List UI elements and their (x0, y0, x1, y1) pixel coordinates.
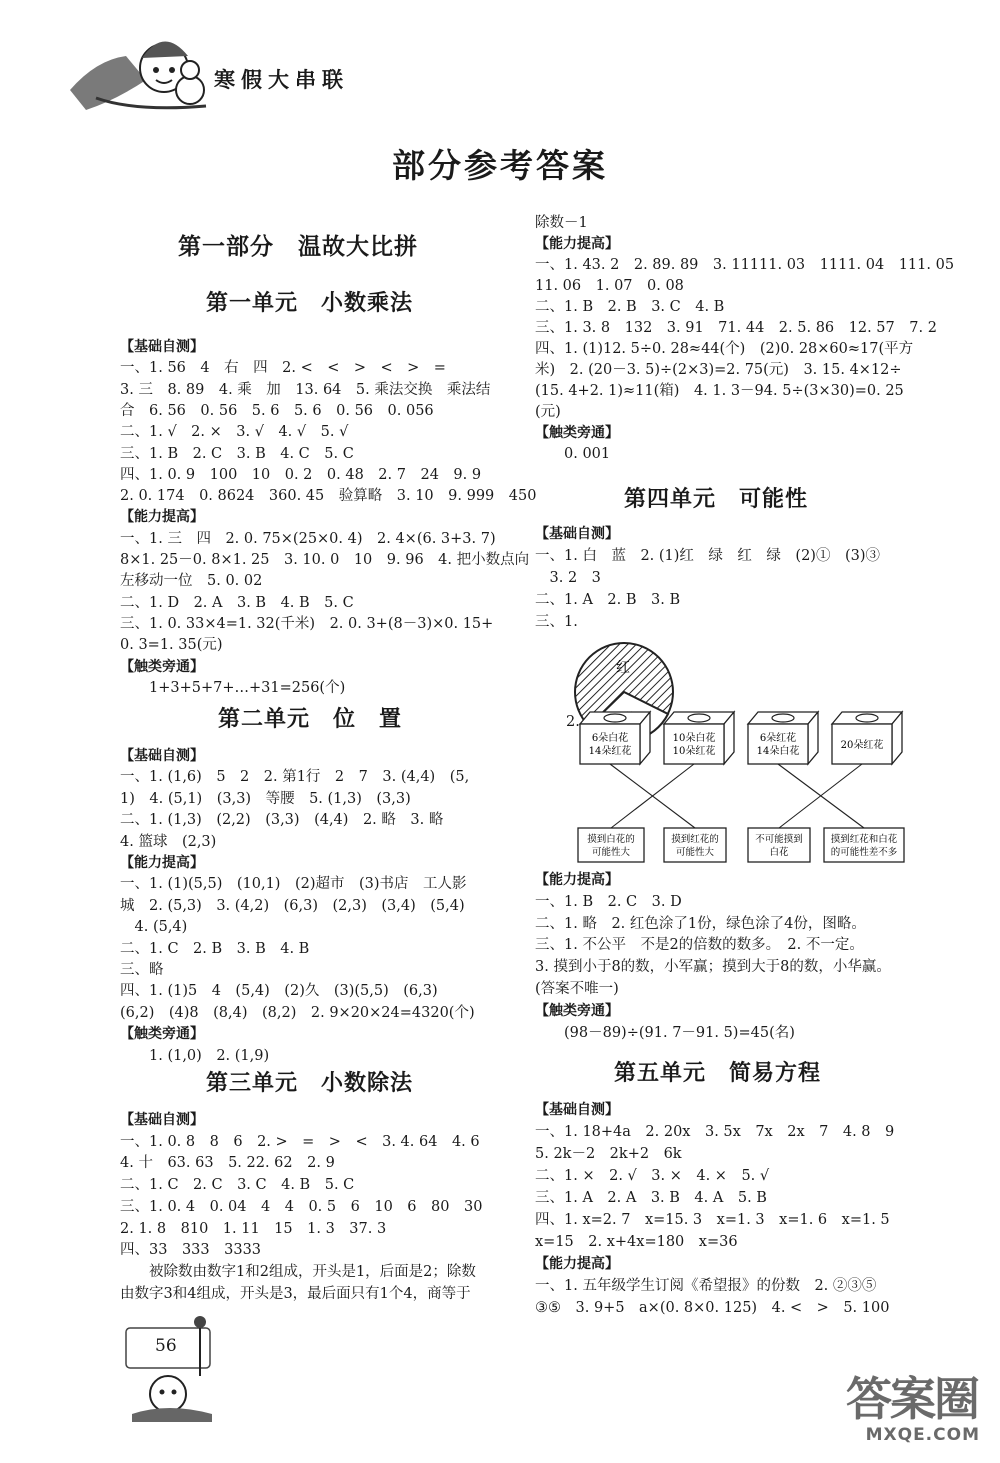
header-illustration (66, 20, 216, 112)
unit5-line: 一、1. 18+4a 2. 20x 3. 5x 7x 2x 7 4. 8 9 (535, 1124, 895, 1140)
unit4-line: 三、1. (535, 614, 578, 630)
unit5-line: 5. 2k－2 2k+2 6k (535, 1146, 682, 1162)
flower-box (664, 712, 734, 764)
unit5-line: ③⑤ 3. 9+5 a×(0. 8×0. 125) 4. < > 5. 100 (535, 1300, 890, 1316)
box-label: 10朵红花 (672, 746, 716, 757)
answer-label: 摸到红花的 (671, 834, 719, 845)
unit5-title: 第五单元 简易方程 (614, 1060, 822, 1086)
unit1-line: 二、1. D 2. A 3. B 4. B 5. C (120, 594, 354, 611)
unit4-line: 【能力提高】 (535, 872, 619, 888)
unit2-line: 二、1. (1,3) (2,2) (3,3) (4,4) 2. 略 3. 略 (120, 812, 444, 829)
answer-label: 的可能性差不多 (830, 847, 898, 858)
unit1-line: 三、1. 0. 33×4=1. 32(千米) 2. 0. 3+(8－3)×0. 15+ (120, 615, 494, 632)
unit2-line: 1) 4. (5,1) (3,3) 等腰 5. (1,3) (3,3) (120, 790, 411, 807)
unit1-line: 左移动一位 5. 0. 02 (120, 573, 263, 590)
unit3-cont-line: 【触类旁通】 (535, 425, 619, 441)
unit1-line: 0. 3=1. 35(元) (120, 637, 223, 654)
box-label: 6朵红花 (759, 733, 797, 744)
unit2-line: 4. (5,4) (120, 919, 188, 936)
unit4-line: 三、1. 不公平 不是2的倍数的数多。 2. 不一定。 (535, 937, 864, 954)
unit4-line: 【基础自测】 (535, 526, 619, 542)
matching-diagram (576, 708, 906, 868)
unit3-cont-line: 除数－1 (535, 215, 588, 231)
box-label: 14朵白花 (756, 746, 800, 757)
answer-label: 摸到红花和白花 (830, 834, 898, 845)
unit1-line: 2. 0. 174 0. 8624 360. 45 验算略 3. 10 9. 999 450 (120, 488, 537, 505)
box-label: 6朵白花 (591, 733, 629, 744)
answer-box (748, 828, 810, 862)
flower-box (832, 712, 902, 764)
unit1-line: 1+3+5+7+…+31=256(个) (120, 679, 346, 696)
unit1-line: 【触类旁通】 (120, 658, 204, 675)
unit3-line: 四、33 333 3333 (120, 1242, 262, 1259)
unit1-title: 第一单元 小数乘法 (206, 290, 414, 316)
unit4-line: 3. 2 3 (535, 570, 601, 586)
unit2-line: 【基础自测】 (120, 748, 204, 764)
unit4-title: 第四单元 可能性 (624, 486, 809, 512)
unit4-line: 【触类旁通】 (535, 1002, 619, 1019)
flower-box (580, 712, 650, 764)
unit1-line: 一、1. 56 4 右 四 2. < < > < > = (120, 360, 446, 377)
box-label: 10朵白花 (672, 733, 716, 744)
unit3-line: 由数字3和4组成，开头是3，最后面只有1个4，商等于 (120, 1285, 471, 1302)
unit4-line: 二、1. A 2. B 3. B (535, 592, 681, 608)
unit3-cont-line: 一、1. 43. 2 2. 89. 89 3. 11111. 03 1111. 04 111. 05 (535, 257, 955, 273)
unit1-line: 8×1. 25－0. 8×1. 25 3. 10. 0 10 9. 96 4. 把小数点向 (120, 552, 530, 568)
answer-box (824, 828, 904, 862)
part-title: 第一部分 温故大比拼 (178, 233, 418, 260)
unit2-line: 三、略 (120, 962, 164, 978)
unit3-cont-line: 11. 06 1. 07 0. 08 (535, 278, 684, 294)
unit1-line: 【能力提高】 (120, 509, 204, 526)
unit3-cont-line: 三、1. 3. 8 132 3. 91 71. 44 2. 5. 86 12. 57 7. 2 (535, 320, 937, 336)
unit2-line: 【能力提高】 (120, 855, 204, 871)
unit2-line: 城 2. (5,3) 3. (4,2) (6,3) (2,3) (3,4) (5,4) (120, 897, 465, 914)
unit2-title: 第二单元 位 置 (218, 706, 403, 732)
unit1-line: 【基础自测】 (120, 339, 204, 355)
answer-label: 可能性大 (591, 847, 631, 858)
answer-label: 可能性大 (675, 847, 715, 858)
unit4-line: 3. 摸到小于8的数，小军赢；摸到大于8的数，小华赢。 (535, 959, 891, 976)
watermark-main: 答案圈 (846, 1372, 978, 1426)
unit3-cont-line: 【能力提高】 (535, 236, 619, 252)
unit3-line: 2. 1. 8 810 1. 11 15 1. 3 37. 3 (120, 1220, 387, 1237)
header-brand: 寒假大串联 (214, 67, 349, 92)
unit3-line: 【基础自测】 (120, 1112, 204, 1128)
unit5-line: 【能力提高】 (535, 1256, 619, 1272)
answer-label: 不可能摸到 (755, 834, 803, 845)
watermark-url: MXQE.COM (865, 1425, 980, 1445)
unit4-line: 一、1. 白 蓝 2. (1)红 绿 红 绿 (2)① (3)③ (535, 548, 881, 564)
footer-mascot (122, 1314, 222, 1424)
unit5-line: 二、1. × 2. √ 3. × 4. × 5. √ (535, 1168, 770, 1184)
unit4-line: (98－89)÷(91. 7－91. 5)=45(名) (535, 1024, 795, 1041)
watermark (796, 1363, 986, 1459)
unit3-line: 二、1. C 2. C 3. C 4. B 5. C (120, 1177, 355, 1194)
flower-box (748, 712, 818, 764)
box-label: 14朵红花 (588, 746, 632, 757)
unit3-cont-line: (元) (535, 404, 561, 420)
answer-label: 摸到白花的 (587, 834, 635, 845)
unit1-line: 合 6. 56 0. 56 5. 6 5. 6 0. 56 0. 056 (120, 402, 434, 419)
unit5-line: x=15 2. x+4x=180 x=36 (535, 1234, 738, 1250)
unit3-line: 三、1. 0. 4 0. 04 4 4 0. 5 6 10 6 80 30 (120, 1198, 483, 1215)
unit2-line: 一、1. (1)(5,5) (10,1) (2)超市 (3)书店 工人影 (120, 876, 467, 893)
unit1-line: 一、1. 三 四 2. 0. 75×(25×0. 4) 2. 4×(6. 3+3. 7) (120, 530, 496, 547)
unit2-line: 一、1. (1,6) 5 2 2. 第1行 2 7 3. (4,4) (5, (120, 769, 470, 786)
answer-box (664, 828, 726, 862)
unit2-line: (6,2) (4)8 (8,4) (8,2) 2. 9×20×24=4320(个) (120, 1004, 475, 1021)
unit3-line: 一、1. 0. 8 8 6 2. > = > < 3. 4. 64 4. 6 (120, 1133, 480, 1150)
unit2-line: 【触类旁通】 (120, 1026, 204, 1043)
unit1-line: 3. 三 8. 89 4. 乘 加 13. 64 5. 乘法交换 乘法结 (120, 381, 491, 398)
unit3-cont-line: 四、1. (1)12. 5÷0. 28≈44(个) (2)0. 28×60≈17(平方 (535, 341, 914, 357)
unit4-line: 一、1. B 2. C 3. D (535, 893, 682, 910)
unit2-line: 1. (1,0) 2. (1,9) (120, 1047, 270, 1064)
unit2-line: 4. 篮球 (2,3) (120, 833, 217, 850)
unit1-line: 二、1. √ 2. × 3. √ 4. √ 5. √ (120, 424, 349, 441)
unit3-cont-line: 米) 2. (20－3. 5)÷(2×3)=2. 75(元) 3. 15. 4×12÷ (535, 362, 902, 378)
unit3-line: 4. 十 63. 63 5. 22. 62 2. 9 (120, 1155, 335, 1172)
box-label: 20朵红花 (840, 740, 884, 751)
unit5-line: 三、1. A 2. A 3. B 4. A 5. B (535, 1190, 767, 1206)
unit2-line: 二、1. C 2. B 3. B 4. B (120, 940, 310, 957)
page-title: 部分参考答案 (392, 146, 608, 185)
unit3-line: 被除数由数字1和2组成，开头是1，后面是2；除数 (120, 1263, 476, 1280)
unit5-line: 一、1. 五年级学生订阅《希望报》的份数 2. ②③⑤ (535, 1278, 877, 1294)
unit3-cont-line: (15. 4+2. 1)≈11(箱) 4. 1. 3－94. 5÷(3×30)=0. 25 (535, 383, 904, 399)
unit3-title: 第三单元 小数除法 (206, 1070, 414, 1096)
answer-label: 白花 (769, 847, 789, 858)
unit1-line: 三、1. B 2. C 3. B 4. C 5. C (120, 445, 354, 462)
unit3-cont-line: 0. 001 (535, 446, 611, 462)
unit3-cont-line: 二、1. B 2. B 3. C 4. B (535, 299, 725, 315)
unit5-line: 四、1. x=2. 7 x=15. 3 x=1. 3 x=1. 6 x=1. 5 (535, 1212, 890, 1228)
unit4-line: 二、1. 略 2. 红色涂了1份，绿色涂了4份，图略。 (535, 915, 866, 932)
unit5-line: 【基础自测】 (535, 1102, 619, 1118)
page-number: 56 (155, 1336, 177, 1356)
q2-label: 2. (566, 714, 580, 730)
unit4-line: (答案不唯一) (535, 981, 619, 997)
pie-label-red: 红 (616, 660, 630, 676)
unit2-line: 四、1. (1)5 4 (5,4) (2)久 (3)(5,5) (6,3) (120, 983, 438, 1000)
unit1-line: 四、1. 0. 9 100 10 0. 2 0. 48 2. 7 24 9. 9 (120, 466, 482, 483)
answer-box (578, 828, 644, 862)
